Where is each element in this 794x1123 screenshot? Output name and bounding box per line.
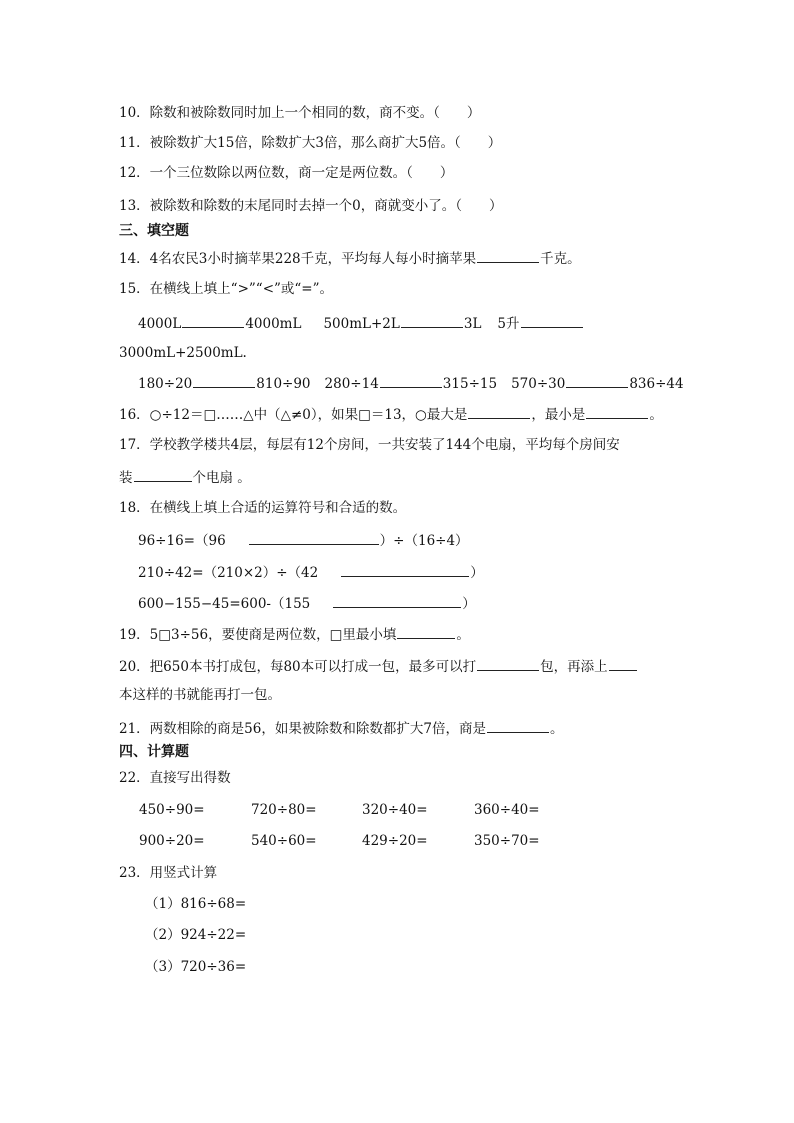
expr: 180÷20 xyxy=(138,376,193,392)
q21-text: 21．两数相除的商是56，如果被除数和除数都扩大7倍，商是 xyxy=(119,721,486,737)
q14-text: 14．4名农民3小时摘苹果228千克，平均每人每小时摘苹果 xyxy=(119,251,477,267)
answer-blank[interactable] xyxy=(521,313,583,328)
expr: 4000mL xyxy=(245,316,302,332)
question-18-row-1 xyxy=(138,530,469,550)
expr: ）÷（16÷4） xyxy=(379,533,469,549)
q21-text: 。 xyxy=(549,721,564,737)
section-heading-calculation: 四、计算题 xyxy=(119,744,189,760)
question-15-line-2: 3000mL+2500mL. xyxy=(119,345,247,361)
answer-blank[interactable] xyxy=(401,313,463,328)
answer-blank[interactable] xyxy=(397,624,455,639)
question-18-row-3 xyxy=(138,593,476,613)
answer-blank[interactable] xyxy=(182,313,244,328)
answer-blank[interactable] xyxy=(193,373,255,388)
expr: ） xyxy=(470,565,484,581)
q17-text: 个电扇 。 xyxy=(192,470,251,486)
mental-calc-item: 350÷70= xyxy=(474,833,540,849)
mental-calc-item: 320÷40= xyxy=(362,802,428,818)
vertical-calc-item: （3）720÷36= xyxy=(145,959,247,975)
q19-text: 19．5□3÷56，要使商是两位数，□里最小填 xyxy=(119,627,397,643)
question-16 xyxy=(119,404,663,424)
section-heading-fill-in: 三、填空题 xyxy=(119,223,189,239)
expr: 210÷42=（210×2）÷（42 xyxy=(138,565,319,581)
question-22-title: 22．直接写出得数 xyxy=(119,770,231,786)
question-11: 11．被除数扩大15倍，除数扩大3倍，那么商扩大5倍。（ ） xyxy=(119,135,502,151)
answer-blank[interactable] xyxy=(609,656,637,671)
question-20-line-1 xyxy=(119,656,638,676)
expr: 315÷15 xyxy=(442,376,498,392)
answer-blank[interactable] xyxy=(249,530,379,545)
question-17-line-1: 17．学校教学楼共4层，每层有12个房间，一共安装了144个电扇，平均每个房间安 xyxy=(119,437,620,453)
answer-blank[interactable] xyxy=(468,404,530,419)
expr: 4000L xyxy=(138,316,182,332)
q16-text: 16．○÷12＝□……△中（△≠0），如果□＝13，○最大是 xyxy=(119,407,468,423)
question-23-title: 23．用竖式计算 xyxy=(119,865,218,881)
expr: 3L xyxy=(463,316,482,332)
q16-text: ，最小是 xyxy=(531,407,586,423)
expr: 500mL+2L xyxy=(323,316,400,332)
answer-blank[interactable] xyxy=(134,467,192,482)
expr: 836÷44 xyxy=(629,376,684,392)
question-10: 10．除数和被除数同时加上一个相同的数，商不变。（ ） xyxy=(119,105,481,121)
q17-text: 装 xyxy=(119,470,133,486)
answer-blank[interactable] xyxy=(477,656,539,671)
answer-blank[interactable] xyxy=(341,562,469,577)
question-15-line-1 xyxy=(138,313,584,333)
answer-blank[interactable] xyxy=(487,718,549,733)
expr: 5升 xyxy=(497,316,520,332)
mental-calc-item: 540÷60= xyxy=(251,833,317,849)
answer-blank[interactable] xyxy=(566,373,628,388)
answer-blank[interactable] xyxy=(477,248,539,263)
question-14 xyxy=(119,248,581,268)
q20-text: 20．把650本书打成包，每80本可以打成一包，最多可以打 xyxy=(119,659,477,675)
mental-calc-item: 720÷80= xyxy=(251,802,317,818)
expr: ） xyxy=(462,596,476,612)
expr: 600−155−45=600-（155 xyxy=(138,596,311,612)
question-12: 12．一个三位数除以两位数，商一定是两位数。（ ） xyxy=(119,165,454,181)
mental-calc-item: 450÷90= xyxy=(139,802,205,818)
mental-calc-item: 429÷20= xyxy=(362,833,428,849)
question-15-line-3 xyxy=(138,373,684,393)
q19-text: 。 xyxy=(456,627,470,643)
question-20-line-2: 本这样的书就能再打一包。 xyxy=(119,687,281,703)
mental-calc-item: 900÷20= xyxy=(139,833,205,849)
question-21 xyxy=(119,718,563,738)
vertical-calc-item: （1）816÷68= xyxy=(145,896,247,912)
q20-text: 包，再添上 xyxy=(540,659,608,675)
expr: 280÷14 xyxy=(324,376,379,392)
answer-blank[interactable] xyxy=(333,593,461,608)
question-18-title: 18．在横线上填上合适的运算符号和合适的数。 xyxy=(119,500,407,516)
question-13: 13．被除数和除数的末尾同时去掉一个0，商就变小了。（ ） xyxy=(119,198,503,214)
mental-calc-item: 360÷40= xyxy=(474,802,540,818)
question-18-row-2 xyxy=(138,562,484,582)
expr: 570÷30 xyxy=(511,376,566,392)
question-15-title: 15．在横线上填上“>”“<”或“=”。 xyxy=(119,281,334,297)
answer-blank[interactable] xyxy=(586,404,648,419)
question-17-line-2 xyxy=(119,467,251,487)
expr: 810÷90 xyxy=(256,376,311,392)
q16-text: 。 xyxy=(649,407,663,423)
question-19 xyxy=(119,624,470,644)
q14-unit: 千克。 xyxy=(540,251,581,267)
answer-blank[interactable] xyxy=(380,373,442,388)
vertical-calc-item: （2）924÷22= xyxy=(145,927,247,943)
expr: 96÷16=（96 xyxy=(138,533,226,549)
